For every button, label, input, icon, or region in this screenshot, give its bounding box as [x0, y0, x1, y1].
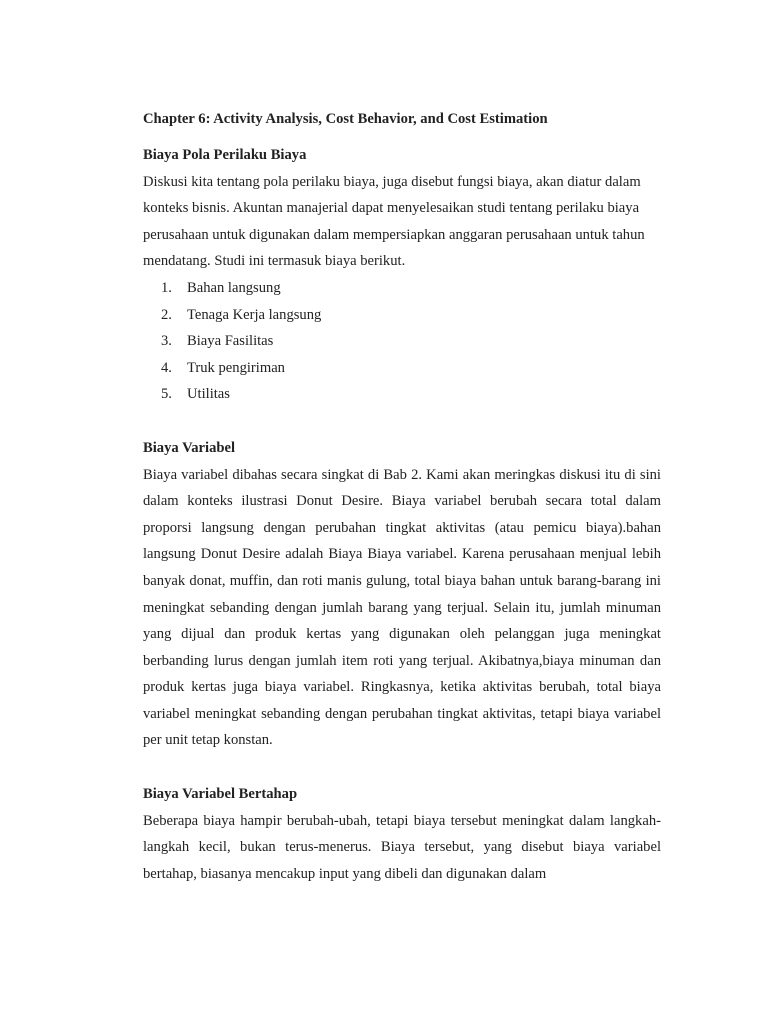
list-item-text: Utilitas [187, 386, 230, 403]
list-item-number: 3. [161, 333, 172, 350]
list-item-number: 2. [161, 306, 172, 323]
list-item-text: Biaya Fasilitas [187, 333, 274, 350]
list-item [143, 355, 661, 382]
list-item-text: Bahan langsung [187, 279, 281, 296]
list-item [143, 275, 661, 302]
list-item [143, 302, 661, 329]
cost-list [143, 275, 661, 408]
list-item-text: Truk pengiriman [187, 359, 285, 376]
section-paragraph-biaya-variabel: Biaya variabel dibahas secara singkat di Bab 2. Kami akan meringkas diskusi itu di sini dalam konteks ilustrasi Donut Desire. Biaya variabel berubah secara total dalam proporsi langsung dengan perubahan tingkat aktivitas (atau pemicu biaya).bahan langsung Donut Desire adalah Biaya Biaya variabel. Karena perusahaan menjual lebih banyak donat, muffin, dan roti manis gulung, total biaya bahan untuk barang-barang ini meningkat sebanding dengan jumlah barang yang terjual. Selain itu, jumlah minuman yang dijual dan produk kertas yang digunakan oleh pelanggan juga meningkat berbanding lurus dengan jumlah item roti yang terjual. Akibatnya,biaya minuman dan produk kertas juga biaya variabel. Ringkasnya, ketika aktivitas berubah, total biaya variabel meningkat sebanding dengan perubahan tingkat aktivitas, tetapi biaya variabel per unit tetap konstan. [143, 466, 661, 749]
list-item-number: 5. [161, 386, 172, 403]
section-paragraph-variabel-bertahap: Beberapa biaya hampir berubah-ubah, tetapi biaya tersebut meningkat dalam langkah-langkah kecil, bukan terus-menerus. Biaya tersebut, yang disebut biaya variabel bertahap, biasanya mencakup input yang dibeli dan digunakan dalam [143, 812, 661, 882]
list-item [143, 381, 661, 408]
list-item [143, 328, 661, 355]
chapter-title: Chapter 6: Activity Analysis, Cost Behavior, and Cost Estimation [143, 111, 548, 127]
section-heading-biaya-variabel: Biaya Variabel [143, 439, 236, 456]
section-heading-pola-perilaku: Biaya Pola Perilaku Biaya [143, 147, 307, 163]
section-spacer [143, 754, 661, 781]
document-page [143, 108, 661, 887]
list-item-number: 4. [161, 359, 172, 376]
section-paragraph-pola-perilaku: Diskusi kita tentang pola perilaku biaya, juga disebut fungsi biaya, akan diatur dalam konteks bisnis. Akuntan manajerial dapat menyelesaikan studi tentang perilaku biaya perusahaan untuk digunakan dalam mempersiapkan anggaran perusahaan untuk tahun mendatang. Studi ini termasuk biaya berikut. [143, 173, 645, 270]
list-item-text: Tenaga Kerja langsung [187, 306, 322, 323]
list-item-number: 1. [161, 279, 172, 296]
section-heading-variabel-bertahap: Biaya Variabel Bertahap [143, 786, 298, 803]
section-spacer [143, 408, 661, 435]
